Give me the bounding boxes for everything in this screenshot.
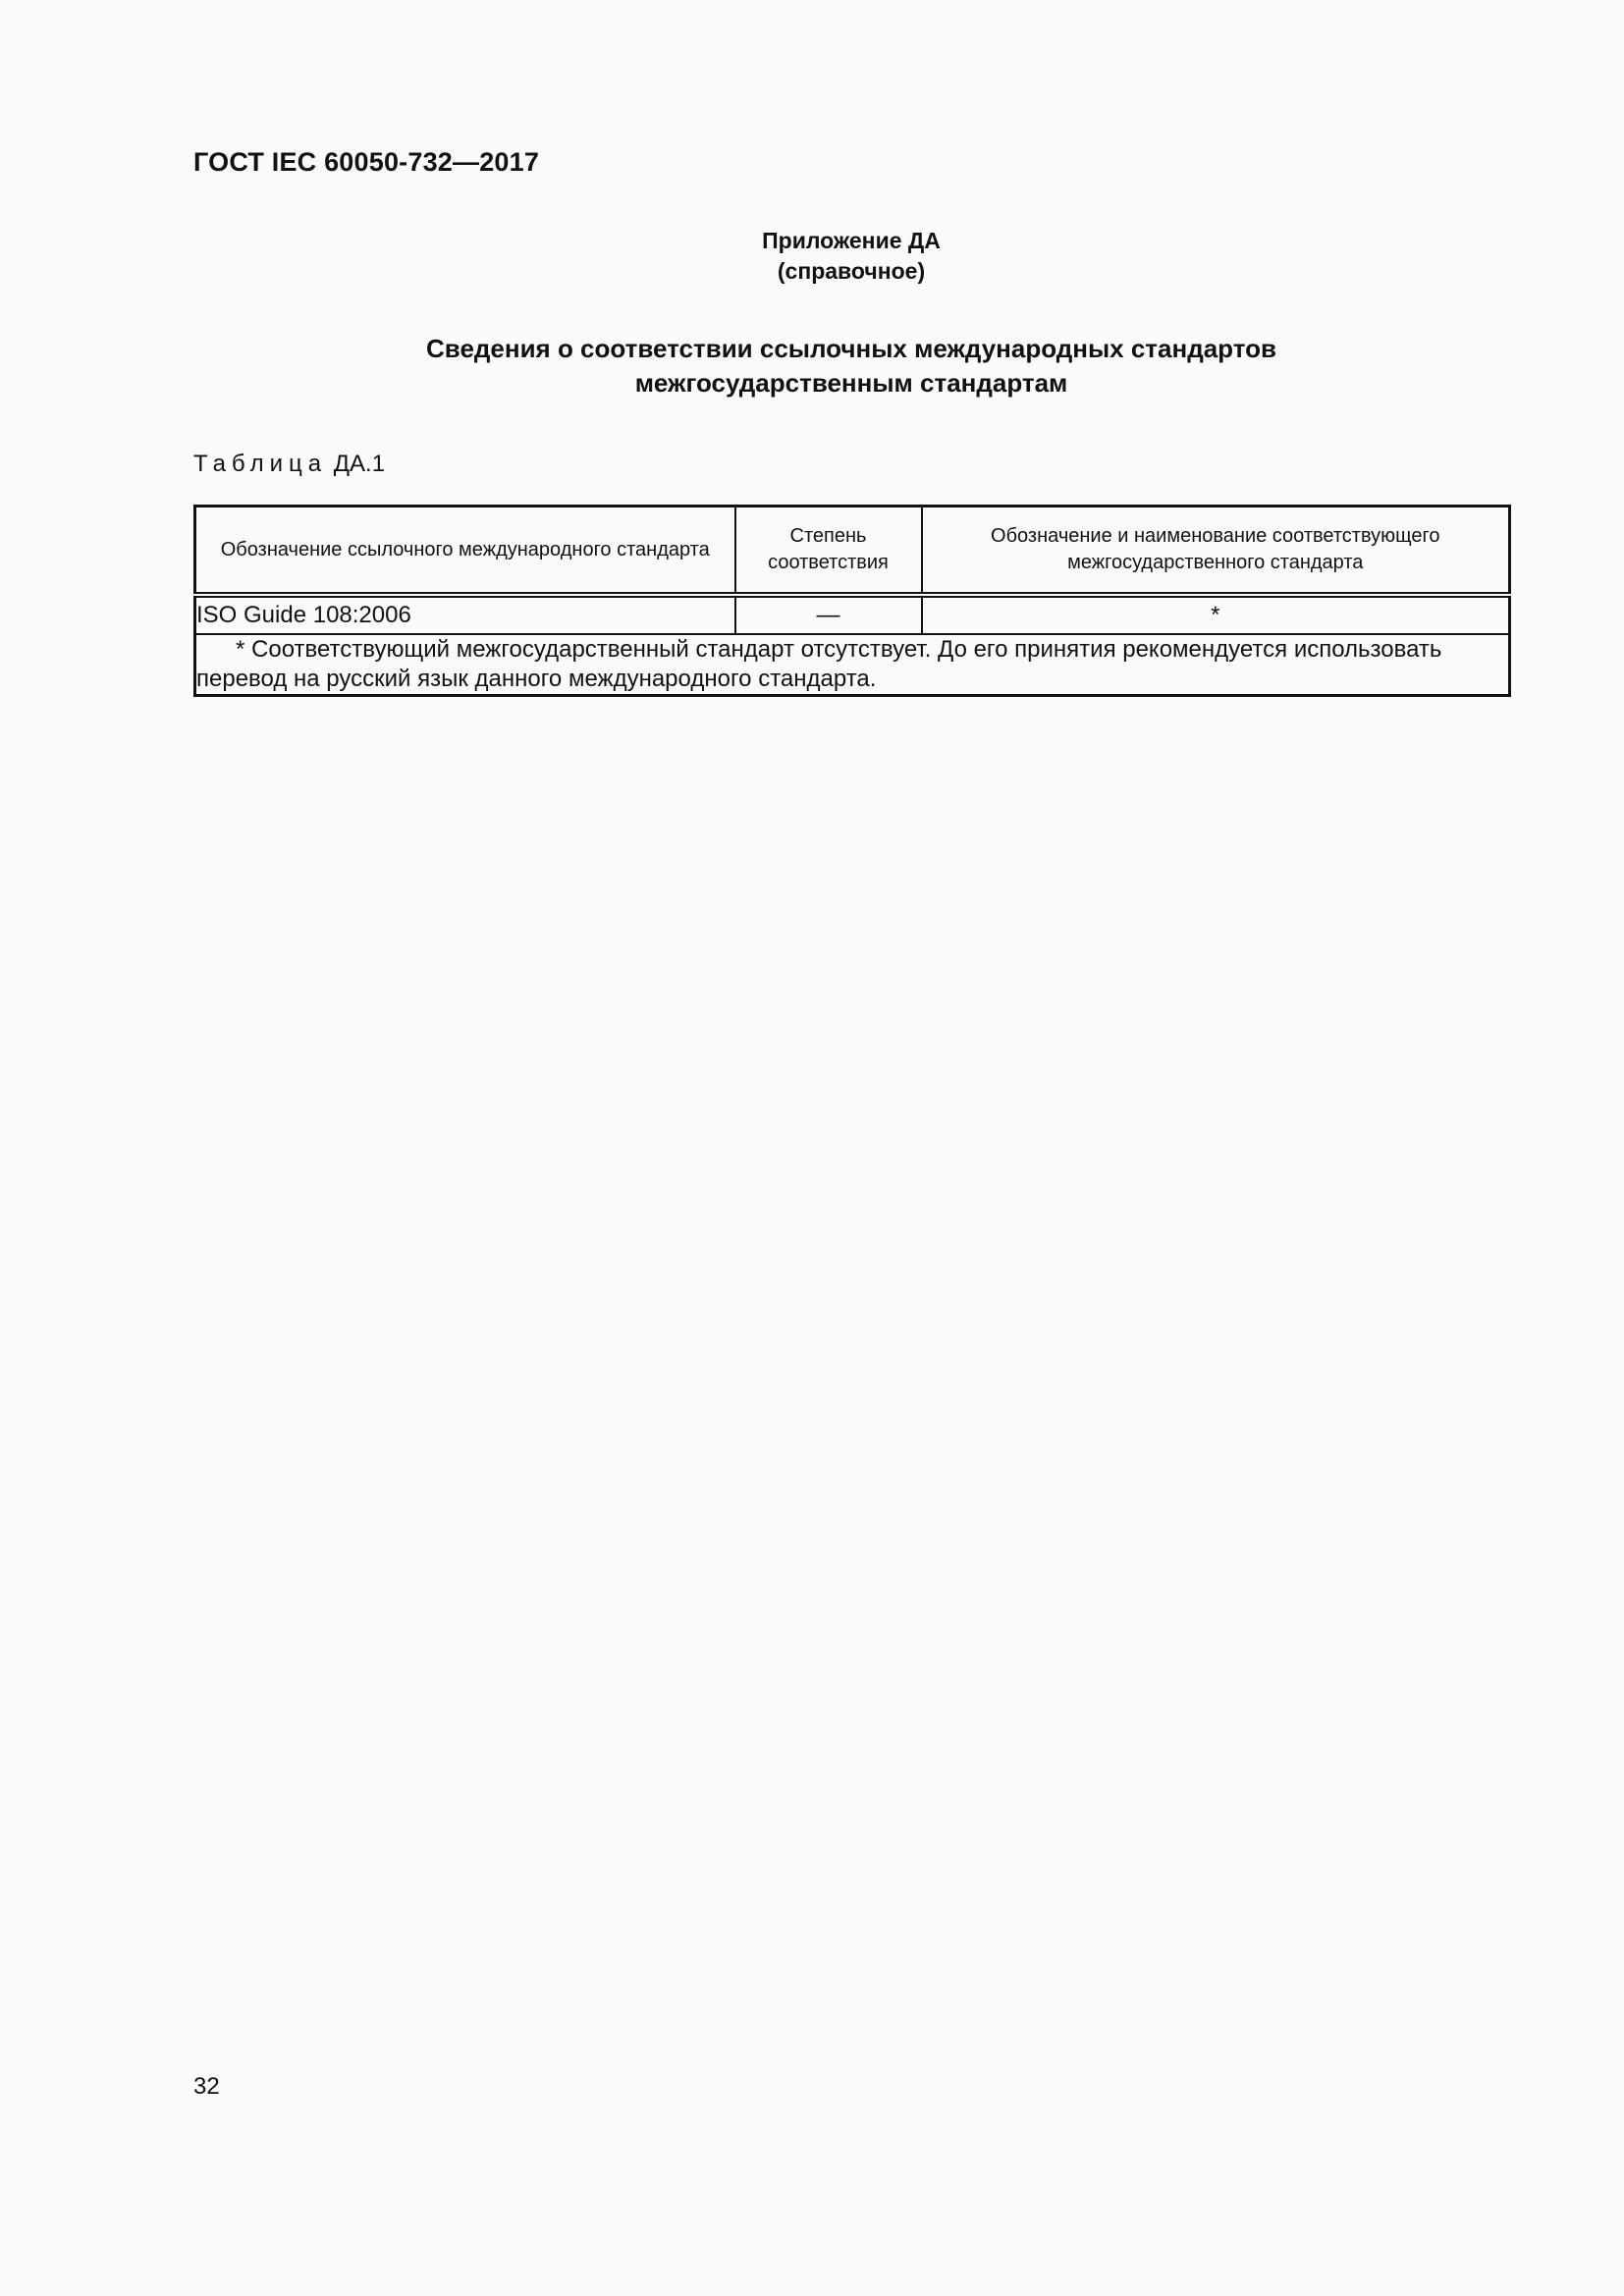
reference-standards-table — [193, 505, 1511, 697]
table-note-row — [195, 634, 1510, 696]
cell-intl-standard: ISO Guide 108:2006 — [195, 595, 735, 634]
table-note: * Соответствующий межгосударственный стандарт отсутствует. До его принятия рекомендуется использовать перевод на русский язык данного международного стандарта. — [196, 636, 1442, 692]
cell-degree: — — [735, 595, 922, 634]
column-header-intl-standard: Обозначение ссылочного международного стандарта — [195, 507, 735, 596]
column-header-interstate-standard: Обозначение и наименование соответствующего межгосударственного стандарта — [922, 507, 1510, 596]
column-header-degree: Степень соответствия — [735, 507, 922, 596]
document-header: ГОСТ IEC 60050-732—2017 — [193, 147, 540, 177]
table-note-cell — [195, 634, 1510, 696]
section-title — [0, 332, 1624, 400]
table-header-row — [195, 507, 1510, 596]
cell-interstate-standard: * — [922, 595, 1510, 634]
section-title-line-2: межгосударственным стандартам — [634, 368, 1068, 398]
table-caption-word: Таблица — [193, 451, 328, 477]
table-row — [195, 595, 1510, 634]
appendix-kind: (справочное) — [777, 258, 926, 284]
table-caption — [193, 451, 385, 478]
page-number: 32 — [193, 2073, 220, 2100]
appendix-title: Приложение ДА — [762, 228, 941, 253]
table-caption-id: ДА.1 — [333, 451, 386, 477]
appendix-heading — [0, 226, 1624, 287]
section-title-line-1: Сведения о соответствии ссылочных международных стандартов — [426, 334, 1276, 363]
